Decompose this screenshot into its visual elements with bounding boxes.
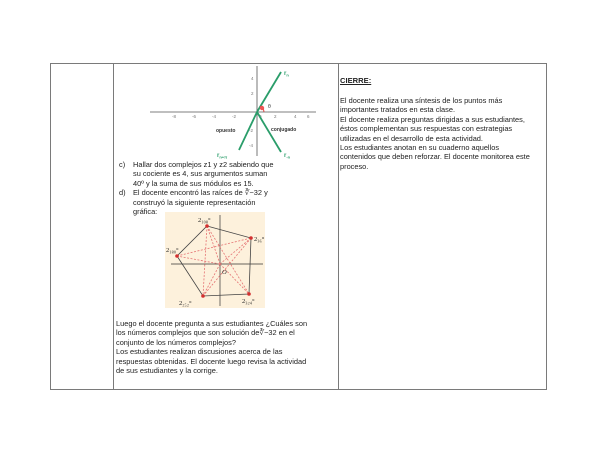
root-label: 2₁₈₀°: [166, 247, 179, 254]
paragraph-question-end: en el conjunto de los números complejos?: [116, 328, 295, 347]
list-marker: d): [119, 188, 126, 198]
x-tick-label: -6: [192, 114, 197, 119]
list-marker: c): [119, 160, 126, 169]
x-tick-label: 4: [294, 114, 297, 119]
label-opuesto: opuesto: [216, 128, 236, 134]
label-rn: $r_n$: [284, 71, 289, 78]
root-point: [201, 294, 205, 298]
radical-expression: ∛−32: [259, 328, 277, 338]
exercise-list: [119, 160, 279, 216]
root-label: 2₂₅₂°: [179, 300, 192, 307]
text-before-radical: El docente encontró las raíces de: [133, 188, 243, 198]
x-tick-label: -8: [172, 114, 177, 119]
complex-plane-figure: [106, 64, 336, 159]
list-item: [119, 160, 279, 188]
root-label: 2₃₆°: [254, 236, 265, 243]
cierre-title: CIERRE:: [340, 76, 372, 85]
list-item-text: Hallar dos complejos z1 y z2 sabiendo que su cociente es 4, sus argumentos suman 40º y la suma de sus módulos es 15.: [133, 160, 274, 188]
paragraph-discussion: Los estudiantes realizan discusiones acerca de las respuestas obtenidas. El docente luego revisa la actividad de sus estudiantes y la corrige.: [116, 347, 307, 376]
cierre-body: [340, 96, 535, 171]
cierre-line: Los estudiantes anotan en su cuaderno aquellos contenidos que deben reforzar. El docente monitorea este proceso.: [340, 143, 530, 171]
y-tick-label: 4: [251, 76, 254, 81]
text-after-radical: y construyó la siguiente representación gráfica:: [133, 188, 268, 217]
label-r-minus-n: $r_{-n}$: [284, 153, 291, 159]
label-conjugado: conjugado: [271, 127, 297, 133]
x-tick-label: 2: [274, 114, 277, 119]
paragraph-question: Luego el docente pregunta a sus estudiantes ¿Cuáles son los números complejos que son solución de: [116, 319, 308, 338]
label-rn-pi: $r_{n+\pi}$: [217, 153, 228, 159]
radical-expression: ∛−32: [244, 188, 263, 198]
x-tick-label: -2: [232, 114, 237, 119]
angle-marker: [260, 106, 264, 110]
x-tick-label: -4: [212, 114, 217, 119]
y-tick-label: -2: [249, 128, 254, 133]
x-tick-label: 6: [307, 114, 310, 119]
root-point: [205, 224, 209, 228]
lesson-table: [50, 63, 547, 390]
root-point: [175, 254, 179, 258]
roots-figure: [165, 212, 265, 308]
y-tick-label: -4: [249, 143, 254, 148]
root-label: 2₁₀₈°: [198, 217, 211, 224]
closing-paragraph: [116, 319, 316, 375]
origin-label: O: [222, 269, 227, 276]
vector-rn-pi: [239, 112, 257, 150]
cierre-line: El docente realiza preguntas dirigidas a sus estudiantes, éstos complementan sus respuestas con estrategias utilizadas en el desarrollo de esta actividad.: [340, 114, 525, 143]
cierre-line: El docente realiza una síntesis de los puntos más importantes tratados en esta clase.: [340, 96, 503, 115]
root-point: [247, 292, 251, 296]
column-divider-2: [338, 64, 339, 389]
root-point: [249, 236, 253, 240]
root-label: 2₃₂₄°: [242, 298, 255, 305]
y-tick-label: 2: [251, 91, 254, 96]
theta-label: θ: [268, 104, 271, 110]
